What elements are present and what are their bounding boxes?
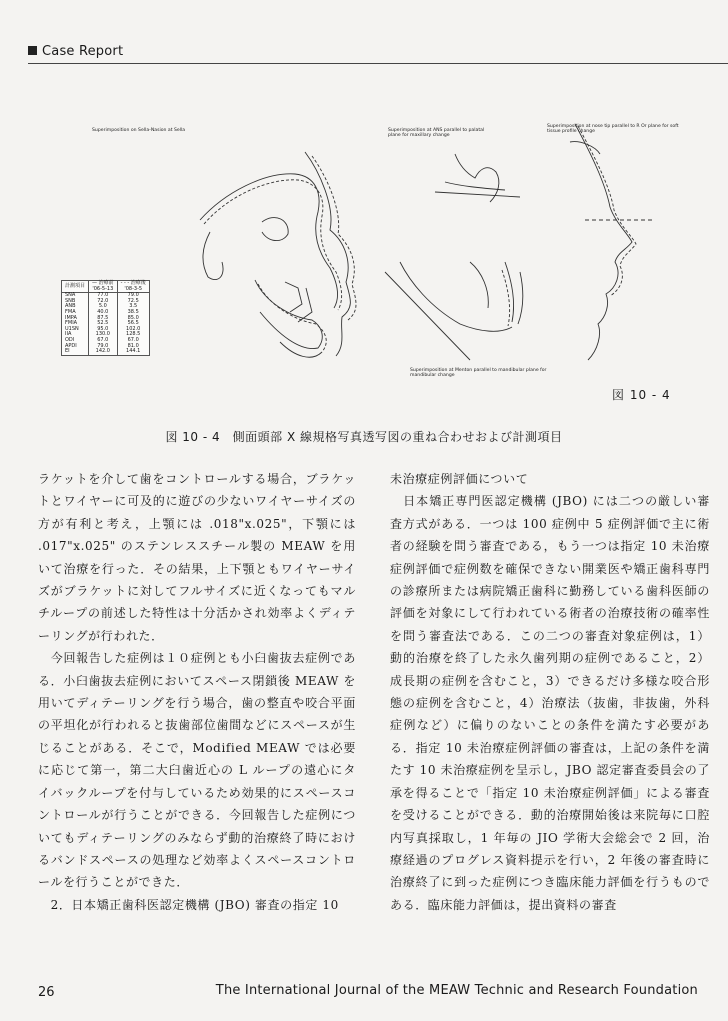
- palatal-plane-line: [435, 192, 520, 197]
- header-rule: [28, 63, 728, 64]
- paragraph: 未治療症例評価について: [390, 472, 529, 486]
- figure-tag: 図 10 - 4: [612, 388, 671, 402]
- soft-tissue-profile-pre: [575, 124, 632, 360]
- table-header-pre: [89, 281, 118, 293]
- pre-column: 77.0 72.0 5.0 40.0 87.5 52.5 95.0 130.0 67.0 79.0 142.0: [89, 293, 118, 356]
- skull-outline-pre: [200, 174, 337, 308]
- tracing-drawings: [50, 112, 700, 412]
- paragraph: 2．日本矯正歯科医認定機構 (JBO) 審査の指定 10: [38, 897, 339, 912]
- body-column-right: [390, 468, 710, 916]
- cephalometric-figure: [50, 112, 700, 412]
- section-header: [28, 44, 123, 59]
- pre-label: — 治療前: [92, 280, 114, 286]
- eyebrow-outline: [570, 142, 600, 154]
- post-column: 79.0 72.5 3.5 38.5 85.0 56.5 102.0 128.5 67.0 81.0 144.1: [117, 293, 149, 356]
- table-header-post: [117, 281, 149, 293]
- square-bullet-icon: [28, 46, 37, 55]
- caption-nose: Superimposition at nose tip parallel to R Or plane for soft tissue profile change: [547, 124, 679, 135]
- measurement-table: [61, 280, 150, 356]
- item-column: SNA SNB ANB FMA IMPA FMIA U1SN IIA ODI APDI EI: [62, 293, 89, 356]
- caption-ans: Superimposition at ANS parallel to palatal plane for maxillary change: [388, 128, 485, 139]
- skull-outline-post: [204, 180, 342, 310]
- lower-incisor-outline: [505, 262, 523, 324]
- journal-title: The International Journal of the MEAW Technic and Research Foundation: [215, 983, 698, 998]
- caption-menton: Superimposition at Menton parallel to mandibular plane for mandibular change: [410, 368, 547, 379]
- orbit-outline: [262, 218, 288, 241]
- mandible-outline-2: [400, 262, 512, 331]
- paragraph: 日本矯正専門医認定機構 (JBO) には二つの厳しい審査方式がある．一つは 100 症例中 5 症例評価で主に術者の経験を問う審査である，もう一つは指定 10 未治療症例評価で症例数を確保できない開業医や矯正歯科専門の診療所または病院矯正歯科に勤務している歯科医師の評価を対象にして行われている術者の治療技術の確率性を問う審査法である．この二つの審査対象症例は，1）動的治療を終了した永久歯列期の症例であること，2）成長期の症例を含むこと，3）できるだけ多様な咬合形態の症例を含むこと，4）治療法（抜歯，非抜歯，外科症例など）に偏りのないことの条件を満たす必要がある．指定 10 未治療症例評価の審査は，上記の条件を満たす 10 未治療症例を呈示し，JBO 認定審査委員会の了承を得ることで「指定 10 未治療症例評価」による審査を受けることができる．動的治療開始後は来院毎に口腔内写真採取し，1 年毎の JIO 学術大会総会で 2 回，治療経過のプログレス資料提示を行い，2 年後の審査時に治療終了に到った症例につき臨床能力評価を行うものである．臨床能力評価は，提出資料の審査: [390, 494, 710, 912]
- post-date: '08-3-5: [124, 285, 143, 292]
- mandibular-plane-line: [385, 272, 470, 360]
- mandible-outline-pre: [255, 280, 322, 349]
- teeth-outline: [285, 282, 312, 322]
- ear-outline: [203, 232, 223, 280]
- paragraph: ラケットを介して歯をコントロールする場合，ブラケットとワイヤーに可及的に遊びの少ないワイヤーサイズの方が有利と考え，上顎には .018"x.025"，下顎には .017"x.025" のステンレススチール製の MEAW を用いて治療を行った．その結果，上下顎ともワイヤーサイズがブラケットに対してフルサイズに近くなってもマルチループの前述した特性は十分活かされ効率よくディテーリングが行われた．: [38, 472, 356, 643]
- section-label: Case Report: [42, 44, 124, 59]
- pre-date: '06-5-13: [92, 285, 114, 292]
- figure-caption: 図 10 - 4 側面頭部 X 線規格写真透写図の重ね合わせおよび計測項目: [165, 430, 563, 444]
- post-label: - - - 治療後: [120, 280, 146, 286]
- table-header-item: 計測項目: [62, 281, 89, 293]
- caption-sella: Superimposition on Sella-Nasion at Sella: [92, 128, 186, 133]
- soft-tissue-profile-post: [578, 126, 636, 296]
- paragraph: 今回報告した症例は１０症例とも小臼歯抜去症例である．小臼歯抜去症例においてスペース閉鎖後 MEAW を用いてディテーリングを行う場合，歯の整直や咬合平面の平坦化が行われると抜歯部位歯間などにスペースが生じることがある．そこで，Modified MEAW では必要に応じて第一，第二大臼歯近心の L ループの遠心にタイバックループを付与しているため効果的にスペースコントロールが行うことができる．今回報告した症例についてもディテーリングのみならず動的治療終了時におけるバンドスペースの処理など効率よくスペースコントロールを行うことができた．: [38, 651, 356, 890]
- chin-outline: [280, 342, 322, 357]
- lower-incisor-outline-post: [502, 270, 510, 326]
- body-column-left: [38, 468, 356, 916]
- page-number: 26: [38, 985, 55, 1000]
